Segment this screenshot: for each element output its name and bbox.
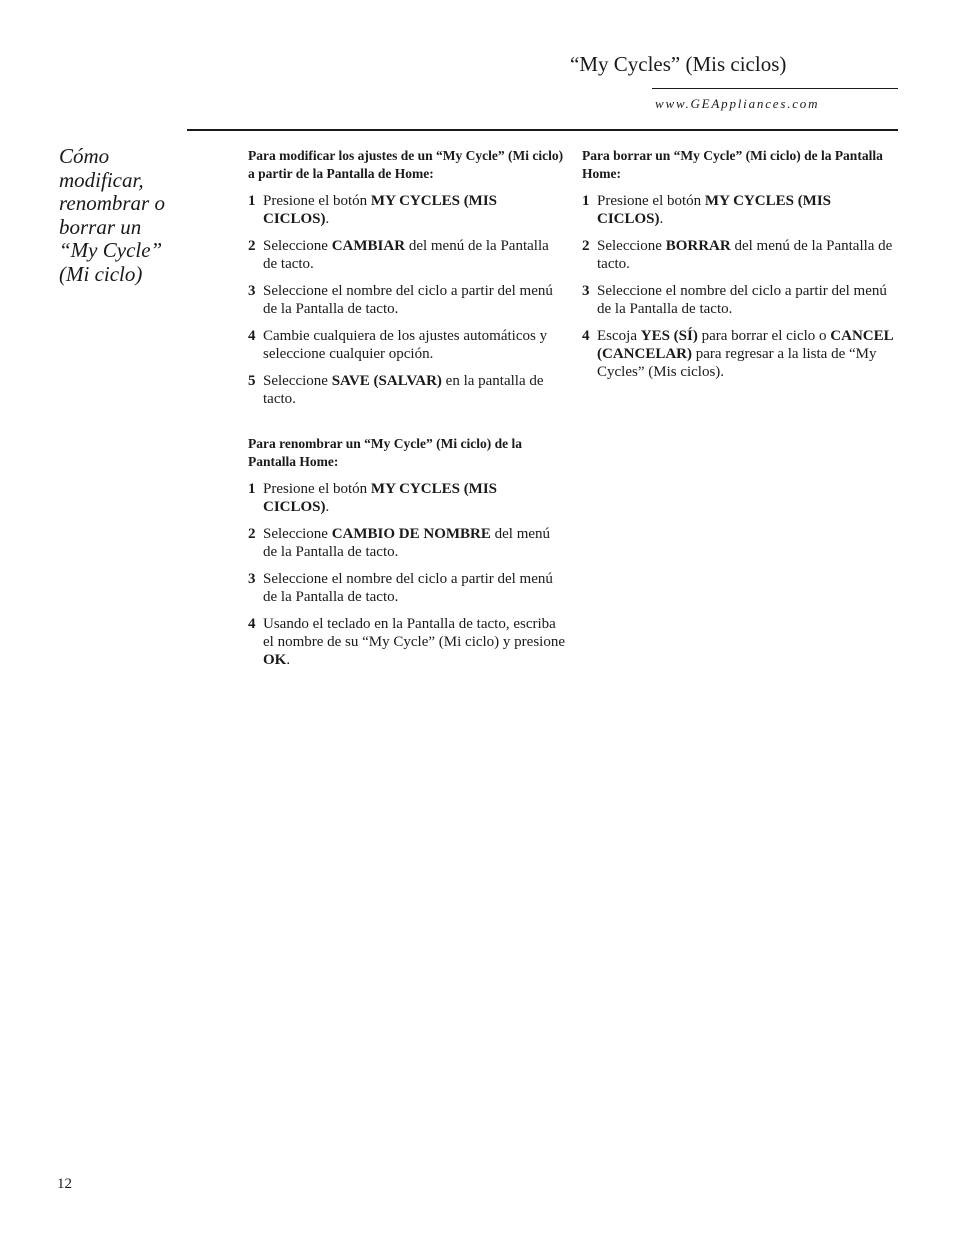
list-item: [248, 237, 566, 273]
step-list: [582, 192, 900, 381]
step-text: del menú de la Pantalla de tacto.: [597, 238, 893, 272]
list-item: [248, 570, 566, 606]
step-number: 4: [582, 328, 590, 344]
main-divider: [187, 129, 898, 131]
step-number: 5: [248, 373, 256, 389]
step-text: Cambie cualquiera de los ajustes automáticos y seleccione cualquier opción.: [263, 328, 548, 362]
step-number: 3: [248, 283, 256, 299]
section-rename: [248, 435, 566, 669]
step-text: en la pantalla de tacto.: [263, 373, 544, 407]
website-url: www.GEAppliances.com: [655, 96, 820, 111]
list-item: [582, 327, 900, 381]
step-keyword: CANCEL (CANCELAR): [597, 328, 893, 362]
step-text: Seleccione el nombre del ciclo a partir del menú de la Pantalla de tacto.: [597, 283, 887, 317]
step-keyword: MY CYCLES (MIS CICLOS): [263, 481, 498, 515]
step-text: Seleccione: [263, 238, 332, 254]
step-number: 2: [248, 238, 256, 254]
step-keyword: BORRAR: [665, 238, 731, 254]
step-number: 2: [248, 526, 256, 542]
step-number: 1: [248, 481, 256, 497]
step-number: 4: [248, 328, 256, 344]
list-item: [248, 525, 566, 561]
step-number: 4: [248, 616, 256, 632]
step-keyword: CAMBIAR: [331, 238, 406, 254]
list-item: [248, 372, 566, 408]
step-text: Seleccione: [263, 373, 332, 389]
column-left: [248, 147, 566, 678]
step-text: .: [286, 652, 291, 668]
section-title: Para renombrar un “My Cycle” (Mi ciclo) de la Pantalla Home:: [248, 436, 522, 469]
step-number: 1: [582, 193, 590, 209]
step-number: 1: [248, 193, 256, 209]
step-keyword: MY CYCLES (MIS CICLOS): [263, 193, 498, 227]
step-text: Presione el botón: [597, 193, 705, 209]
step-number: 3: [582, 283, 590, 299]
step-text: para borrar el ciclo o: [697, 328, 831, 344]
step-keyword: CAMBIO DE NOMBRE: [331, 526, 491, 542]
list-item: [582, 237, 900, 273]
list-item: [248, 327, 566, 363]
step-number: 3: [248, 571, 256, 587]
step-text: Presione el botón: [263, 193, 371, 209]
side-heading: Cómo modificar, renombrar o borrar un “My Cycle” (Mi ciclo): [59, 144, 165, 286]
step-text: Escoja: [597, 328, 641, 344]
list-item: [582, 282, 900, 318]
step-text: .: [659, 211, 664, 227]
step-keyword: SAVE (SALVAR): [331, 373, 442, 389]
page-title: “My Cycles” (Mis ciclos): [570, 52, 787, 76]
step-keyword: OK: [263, 652, 287, 668]
section-title: Para modificar los ajustes de un “My Cycle” (Mi ciclo) a partir de la Pantalla de Home:: [248, 148, 564, 181]
section-delete: [582, 147, 900, 381]
step-text: Presione el botón: [263, 481, 371, 497]
list-item: [582, 192, 900, 228]
list-item: [248, 480, 566, 516]
step-number: 2: [582, 238, 590, 254]
step-text: Usando el teclado en la Pantalla de tacto, escriba el nombre de su “My Cycle” (Mi ciclo) y presione: [263, 616, 565, 650]
step-text: Seleccione el nombre del ciclo a partir del menú de la Pantalla de tacto.: [263, 283, 553, 317]
step-text: del menú de la Pantalla de tacto.: [263, 238, 549, 272]
column-right: [582, 147, 900, 390]
step-text: del menú de la Pantalla de tacto.: [263, 526, 551, 560]
step-list: [248, 192, 566, 408]
list-item: [248, 282, 566, 318]
step-text: .: [325, 211, 330, 227]
step-keyword: YES (SÍ): [640, 328, 698, 344]
list-item: [248, 192, 566, 228]
step-list: [248, 480, 566, 669]
page-number: 12: [57, 1176, 72, 1192]
step-text: Seleccione el nombre del ciclo a partir del menú de la Pantalla de tacto.: [263, 571, 553, 605]
step-text: para regresar a la lista de “My Cycles” (Mis ciclos).: [597, 346, 877, 380]
header-divider: [652, 88, 898, 89]
section-modify: [248, 147, 566, 408]
step-text: Seleccione: [263, 526, 332, 542]
section-title: Para borrar un “My Cycle” (Mi ciclo) de la Pantalla Home:: [582, 148, 883, 181]
step-text: .: [325, 499, 330, 515]
step-text: Seleccione: [597, 238, 666, 254]
list-item: [248, 615, 566, 669]
step-keyword: MY CYCLES (MIS CICLOS): [597, 193, 832, 227]
